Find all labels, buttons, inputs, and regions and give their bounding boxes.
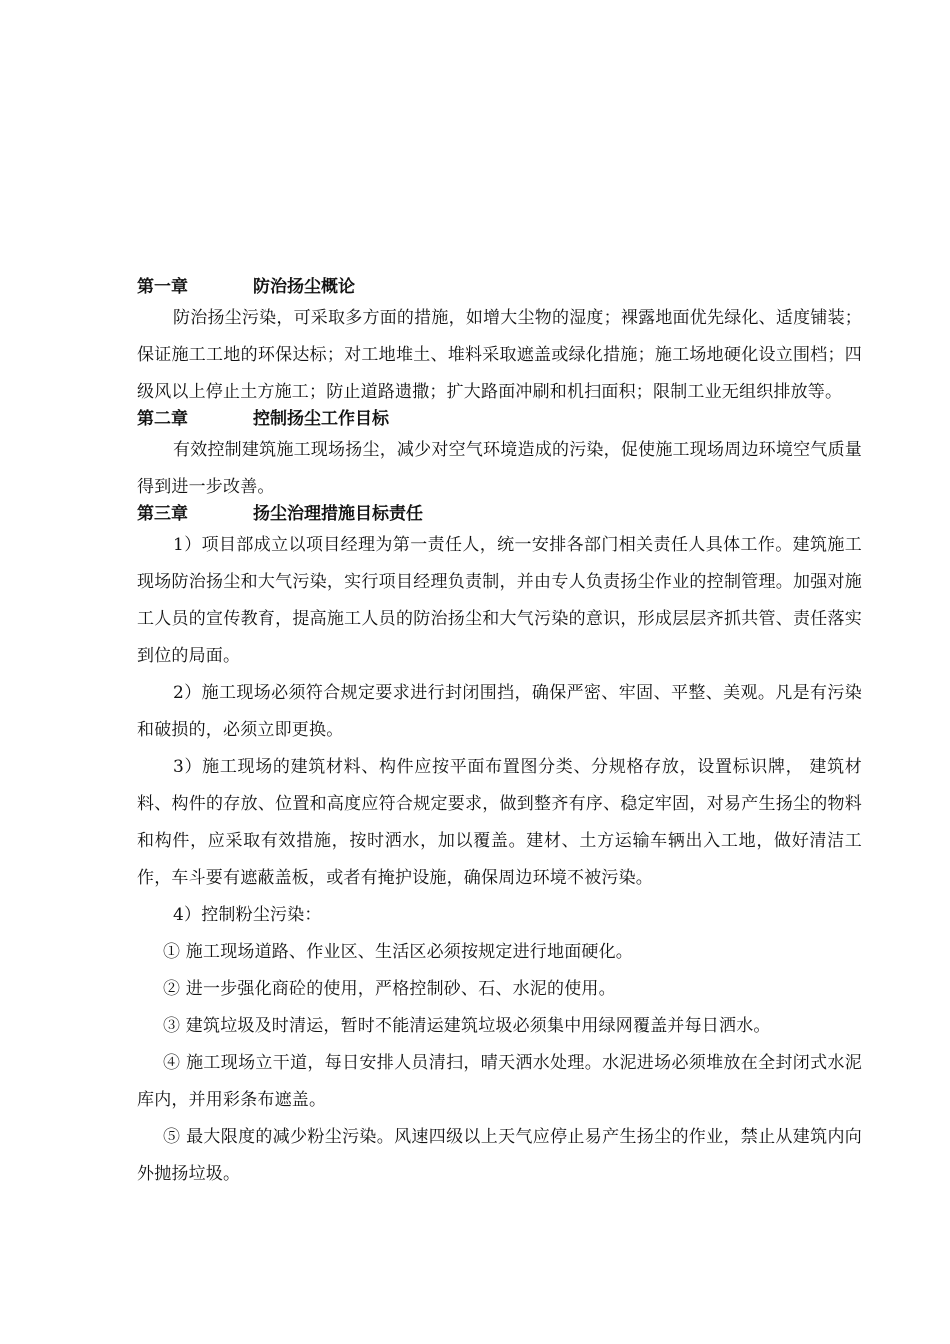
document-body [137, 274, 862, 1193]
chapter-title: 控制扬尘工作目标 [253, 409, 389, 429]
list-item: ① 施工现场道路、作业区、生活区必须按规定进行地面硬化。 [163, 942, 634, 962]
chapter-title: 防治扬尘概论 [253, 277, 355, 297]
list-item: ④ 施工现场立干道，每日安排人员清扫，晴天洒水处理。水泥进场必须堆放在全封闭式水泥库内，并用彩条布遮盖。 [137, 1053, 862, 1110]
list-item: ⑤ 最大限度的减少粉尘污染。风速四级以上天气应停止易产生扬尘的作业，禁止从建筑内向外抛扬垃圾。 [137, 1127, 862, 1184]
paragraph: 防治扬尘污染，可采取多方面的措施，如增大尘物的湿度；裸露地面优先绿化、适度铺装；保证施工工地的环保达标；对工地堆土、堆料采取遮盖或绿化措施；施工场地硬化设立围档；四级风以上停止土方施工；防止道路遗撒；扩大路面冲刷和机扫面积；限制工业无组织排放等。 [137, 308, 862, 402]
chapter-heading-3 [137, 501, 862, 527]
paragraph: 2）施工现场必须符合规定要求进行封闭围挡，确保严密、牢固、平整、美观。凡是有污染和破损的，必须立即更换。 [137, 683, 862, 740]
chapter-number: 第三章 [137, 504, 188, 524]
paragraph: 有效控制建筑施工现场扬尘，减少对空气环境造成的污染，促使施工现场周边环境空气质量得到进一步改善。 [137, 440, 862, 497]
chapter-number: 第二章 [137, 409, 188, 429]
paragraph: 4）控制粉尘污染： [173, 905, 322, 925]
chapter-title: 扬尘治理措施目标责任 [253, 504, 423, 524]
paragraph: 1）项目部成立以项目经理为第一责任人，统一安排各部门相关责任人具体工作。建筑施工现场防治扬尘和大气污染，实行项目经理负责制，并由专人负责扬尘作业的控制管理。加强对施工人员的宣传教育，提高施工人员的防治扬尘和大气污染的意识，形成层层齐抓共管、责任落实到位的局面。 [137, 535, 862, 666]
paragraph: 3）施工现场的建筑材料、构件应按平面布置图分类、分规格存放，设置标识牌， 建筑材料、构件的存放、位置和高度应符合规定要求，做到整齐有序、稳定牢固，对易产生扬尘的物料和构件，应采取有效措施，按时洒水，加以覆盖。建材、土方运输车辆出入工地，做好清洁工作，车斗要有遮蔽盖板，或者有掩护设施，确保周边环境不被污染。 [137, 757, 862, 888]
list-item: ③ 建筑垃圾及时清运，暂时不能清运建筑垃圾必须集中用绿网覆盖并每日洒水。 [163, 1016, 771, 1036]
list-item: ② 进一步强化商砼的使用，严格控制砂、石、水泥的使用。 [163, 979, 616, 999]
chapter-heading-1 [137, 274, 862, 300]
chapter-number: 第一章 [137, 277, 188, 297]
